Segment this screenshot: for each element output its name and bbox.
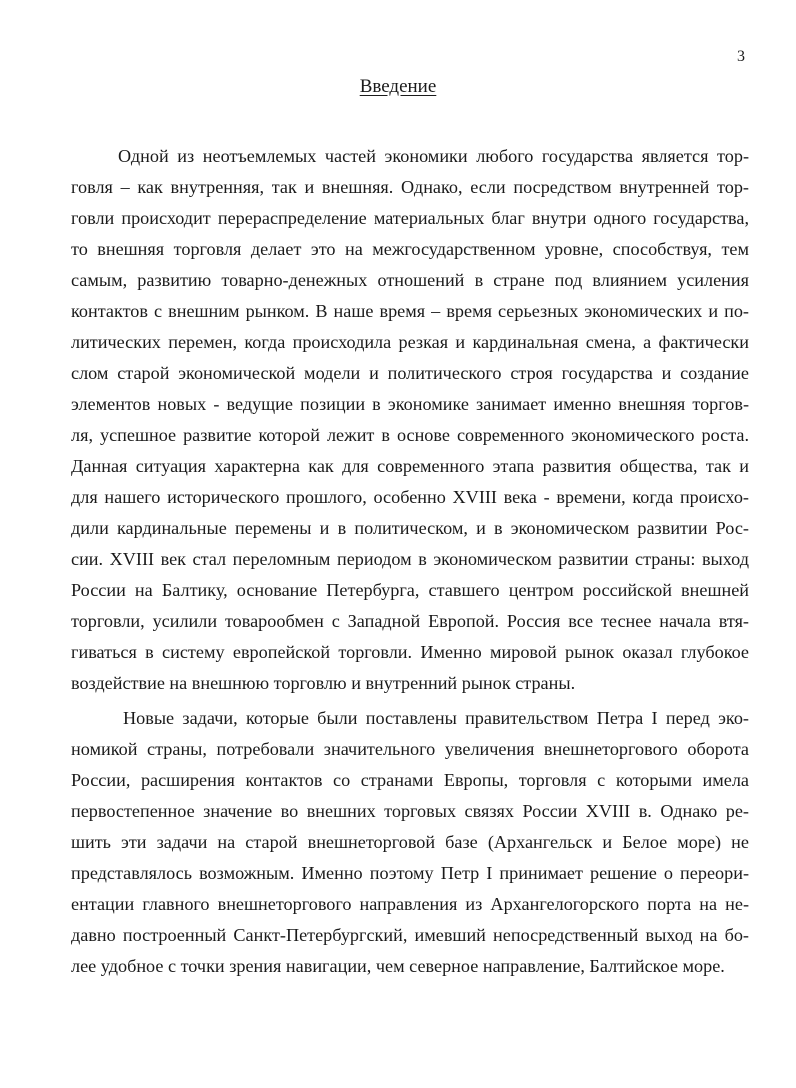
text-line: первостепенное значение во внешних торговых связях России XVIII в. Однако ре- bbox=[71, 801, 749, 821]
text-line: давно построенный Санкт-Петербургский, имевший непосредственный выход на бо- bbox=[71, 925, 749, 945]
text-line: сии. XVIII век стал переломным периодом в экономическом развитии страны: выход bbox=[71, 549, 749, 569]
text-line: шить эти задачи на старой внешнеторговой базе (Архангельск и Белое море) не bbox=[71, 832, 749, 852]
text-line: элементов новых - ведущие позиции в экономике занимает именно внешняя торгов- bbox=[71, 394, 749, 414]
text-line: литических перемен, когда происходила резкая и кардинальная смена, а фактически bbox=[71, 332, 749, 352]
page-number: 3 bbox=[737, 48, 745, 65]
text-line: говли происходит перераспределение материальных благ внутри одного государства, bbox=[71, 208, 749, 228]
text-line: лее удобное с точки зрения навигации, чем северное направление, Балтийское море. bbox=[71, 956, 725, 976]
page-title: Введение bbox=[359, 76, 437, 97]
text-line: России, расширения контактов со странами Европы, торговля с которыми имела bbox=[71, 770, 749, 790]
text-line: ля, успешное развитие которой лежит в основе современного экономического роста. bbox=[71, 425, 749, 445]
text-line: дили кардинальные перемены и в политическом, и в экономическом развитии Рос- bbox=[71, 518, 749, 538]
text-line: ентации главного внешнеторгового направления из Архангелогорского порта на не- bbox=[71, 894, 749, 914]
text-line: представлялось возможным. Именно поэтому Петр I принимает решение о переори- bbox=[71, 863, 749, 883]
text-line: воздействие на внешнюю торговлю и внутренний рынок страны. bbox=[71, 673, 576, 693]
text-line: слом старой экономической модели и политического строя государства и создание bbox=[71, 363, 749, 383]
text-line: для нашего исторического прошлого, особенно XVIII века - времени, когда происхо- bbox=[71, 487, 749, 507]
text-line: самым, развитию товарно-денежных отношений в стране под влиянием усиления bbox=[71, 270, 749, 290]
text-line: Одной из неотъемлемых частей экономики любого государства является тор- bbox=[118, 146, 749, 166]
text-line: России на Балтику, основание Петербурга, ставшего центром российской внешней bbox=[71, 580, 749, 600]
text-line: Новые задачи, которые были поставлены правительством Петра I перед эко- bbox=[123, 708, 749, 728]
text-line: контактов с внешним рынком. В наше время – время серьезных экономических и по- bbox=[71, 301, 749, 321]
text-line: говля – как внутренняя, так и внешняя. Однако, если посредством внутренней тор- bbox=[71, 177, 749, 197]
text-line: номикой страны, потребовали значительного увеличения внешнеторгового оборота bbox=[71, 739, 749, 759]
text-line: торговли, усилили товарообмен с Западной Европой. Россия все теснее начала втя- bbox=[71, 611, 749, 631]
text-line: Данная ситуация характерна как для современного этапа развития общества, так и bbox=[71, 456, 749, 476]
text-line: гиваться в систему европейской торговли. Именно мировой рынок оказал глубокое bbox=[71, 642, 749, 662]
text-line: то внешняя торговля делает это на межгосударственном уровне, способствуя, тем bbox=[71, 239, 749, 259]
